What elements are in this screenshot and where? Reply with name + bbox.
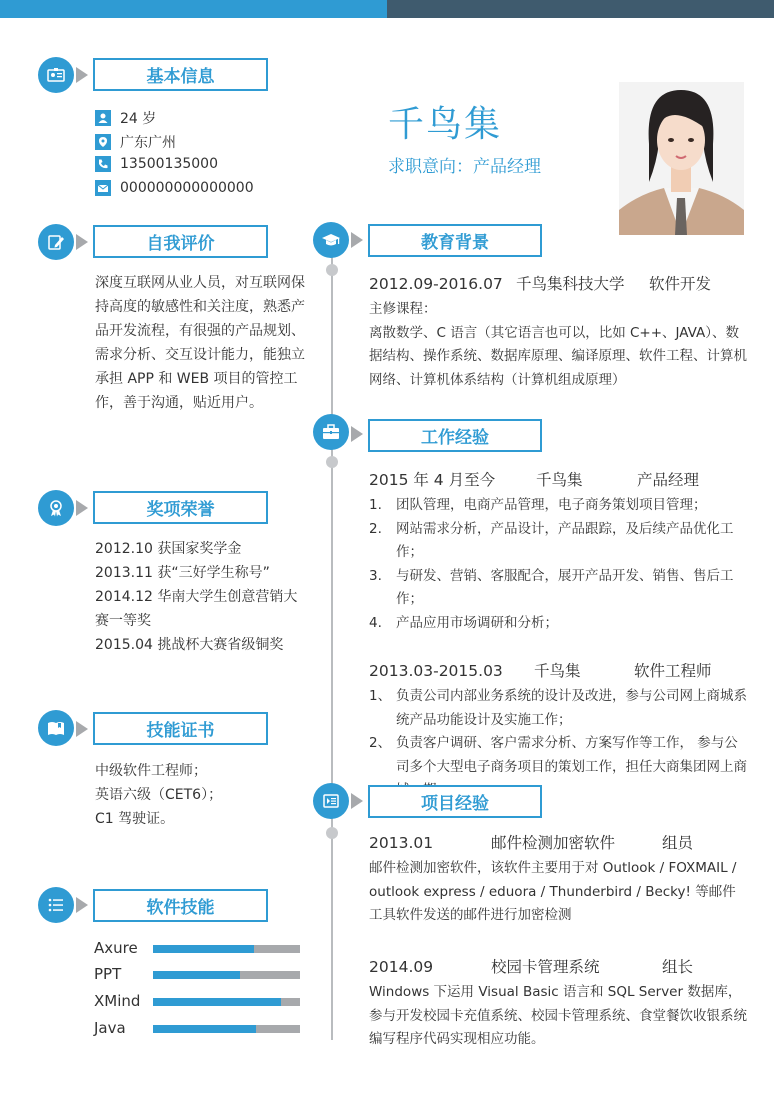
pencil-edit-icon [38,224,74,260]
skill-level-fill [153,998,281,1006]
section-arrow [76,897,88,913]
section-arrow [76,67,88,83]
candidate-name: 千鸟集 [388,104,503,145]
work-duty-item: 4. 产品应用市场调研和分析； [369,614,558,631]
work-role: 产品经理 [637,471,700,489]
project-desc: Windows 下运用 Visual Basic 语言和 SQL Server 数据库，参与开发校园卡充值系统、校园卡管理系统、食堂餐饮收银系统编写程序代码实现相应功能。 [369,984,747,1048]
skill-name-java: Java [94,1019,126,1037]
section-arrow [76,234,88,250]
timeline-dot [326,456,338,468]
award-item: 2013.11 获“三好学生称号” [95,565,270,581]
project-title: 校园卡管理系统 [491,958,600,976]
section-title-awards: 奖项荣誉 [93,491,268,524]
info-age [95,108,156,128]
education-date: 2012.09-2016.07 [369,275,503,293]
work-duty-item: 3. 与研发、营销、客服配合，展开产品开发、销售、售后工作； [369,567,734,608]
job-intent: 求职意向：产品经理 [388,157,541,177]
work-entry-1 [369,466,749,636]
courses-label: 主修课程： [369,301,437,317]
cert-item: 中级软件工程师； [95,763,207,779]
section-arrow [351,793,363,809]
checklist-icon [38,887,74,923]
cert-item: C1 驾驶证。 [95,811,175,827]
timeline-dot [326,264,338,276]
list-arrow-icon [313,783,349,819]
skill-level-fill [153,945,254,953]
skill-bar-axure [153,945,300,953]
section-arrow [76,721,88,737]
timeline-dot [326,827,338,839]
education-school: 千鸟集科技大学 [516,275,625,293]
project-title: 邮件检测加密软件 [491,834,616,852]
info-phone [95,156,218,172]
work-role: 软件工程师 [634,662,712,680]
section-title-skills: 软件技能 [93,889,268,922]
project-entry-2 [369,953,749,1052]
email-text: 000000000000000 [120,180,254,196]
work-company: 千鸟集 [536,471,583,489]
project-desc: 邮件检测加密软件，该软件主要用于对 Outlook / FOXMAIL / outlook express / eduora / Thunderbird / Becky! 等邮件工具软件发送的邮件进行加密检测 [369,860,737,924]
location-text: 广东广州 [120,135,176,151]
top-accent-bar [0,0,387,18]
phone-text: 13500135000 [120,156,218,172]
work-date: 2013.03-2015.03 [369,662,503,680]
project-role: 组长 [662,958,694,976]
work-company: 千鸟集 [534,662,581,680]
project-heading [369,829,749,857]
award-item: 2012.10 获国家奖学金 [95,541,242,557]
project-date: 2014.09 [369,958,434,976]
awards-list [95,537,305,657]
info-location [95,132,176,152]
envelope-icon [95,180,111,196]
location-pin-icon [95,134,111,150]
briefcase-icon [313,414,349,450]
section-title-self: 自我评价 [93,225,268,258]
skill-name-xmind: XMind [94,992,141,1010]
section-title-certs: 技能证书 [93,712,268,745]
work-date: 2015 年 4 月至今 [369,471,496,489]
open-book-icon [38,710,74,746]
section-arrow [351,426,363,442]
skill-bar-ppt [153,971,300,979]
section-arrow [351,232,363,248]
age-text: 24 岁 [120,111,157,127]
phone-icon [95,156,111,172]
work-duty-item: 2、 负责客户调研、客户需求分析、方案写作等工作， 参与公司多个大型电子商务项目的策划工作，担任大商集团网上商 [369,735,747,775]
person-icon [95,110,111,126]
section-title-education: 教育背景 [368,224,542,257]
self-evaluation-text: 深度互联网从业人员，对互联网保持高度的敏感性和关注度，熟悉产品开发流程，有很强的产品规划、需求分析、交互设计能力，能独立承担 APP 和 WEB 项目的管控工作，善于沟通，贴近用户。 [95,275,305,411]
top-dark-bar [387,0,774,18]
skill-name-ppt: PPT [94,965,122,983]
work-entry-2 [369,657,749,786]
timeline-line [331,256,333,1040]
skill-bar-xmind [153,998,300,1006]
education-heading [369,270,749,298]
section-title-projects: 项目经验 [368,785,542,818]
section-title-work: 工作经验 [368,419,542,452]
certs-list [95,759,305,831]
cert-item: 英语六级（CET6）； [95,787,223,803]
courses-text: 离散数学、C 语言（其它语言也可以，比如 C++、JAVA）、数据结构、操作系统、数据库原理、编译原理、软件工程、计算机网络、计算机体系结构（计算机组成原理） [369,324,747,388]
section-title-basic: 基本信息 [93,58,268,91]
project-role: 组员 [662,834,694,852]
award-item: 2015.04 挑战杯大赛省级铜奖 [95,637,284,653]
skill-bar-java [153,1025,300,1033]
work-duty-item: 2. 网站需求分析，产品设计，产品跟踪，及后续产品优化工作； [369,520,734,561]
id-card-icon [38,57,74,93]
education-block [369,270,749,392]
work-heading [369,466,749,494]
award-medal-icon [38,490,74,526]
skill-name-axure: Axure [94,939,138,957]
project-entry-1 [369,829,749,928]
education-major: 软件开发 [649,275,712,293]
graduation-cap-icon [313,222,349,258]
profile-photo [619,82,744,235]
project-date: 2013.01 [369,834,434,852]
award-item: 2014.12 华南大学生创意营销大赛一等奖 [95,589,298,629]
work-duty-item: 1、 负责公司内部业务系统的设计及改进，参与公司网上商城系统产品功能设计及实施工作； [369,688,747,728]
work-duty-item: 1. 团队管理，电商产品管理，电子商务策划项目管理； [369,497,707,513]
info-email [95,180,254,196]
project-heading [369,953,749,981]
skill-level-fill [153,971,240,979]
section-arrow [76,500,88,516]
skill-level-fill [153,1025,256,1033]
work-heading [369,657,749,685]
